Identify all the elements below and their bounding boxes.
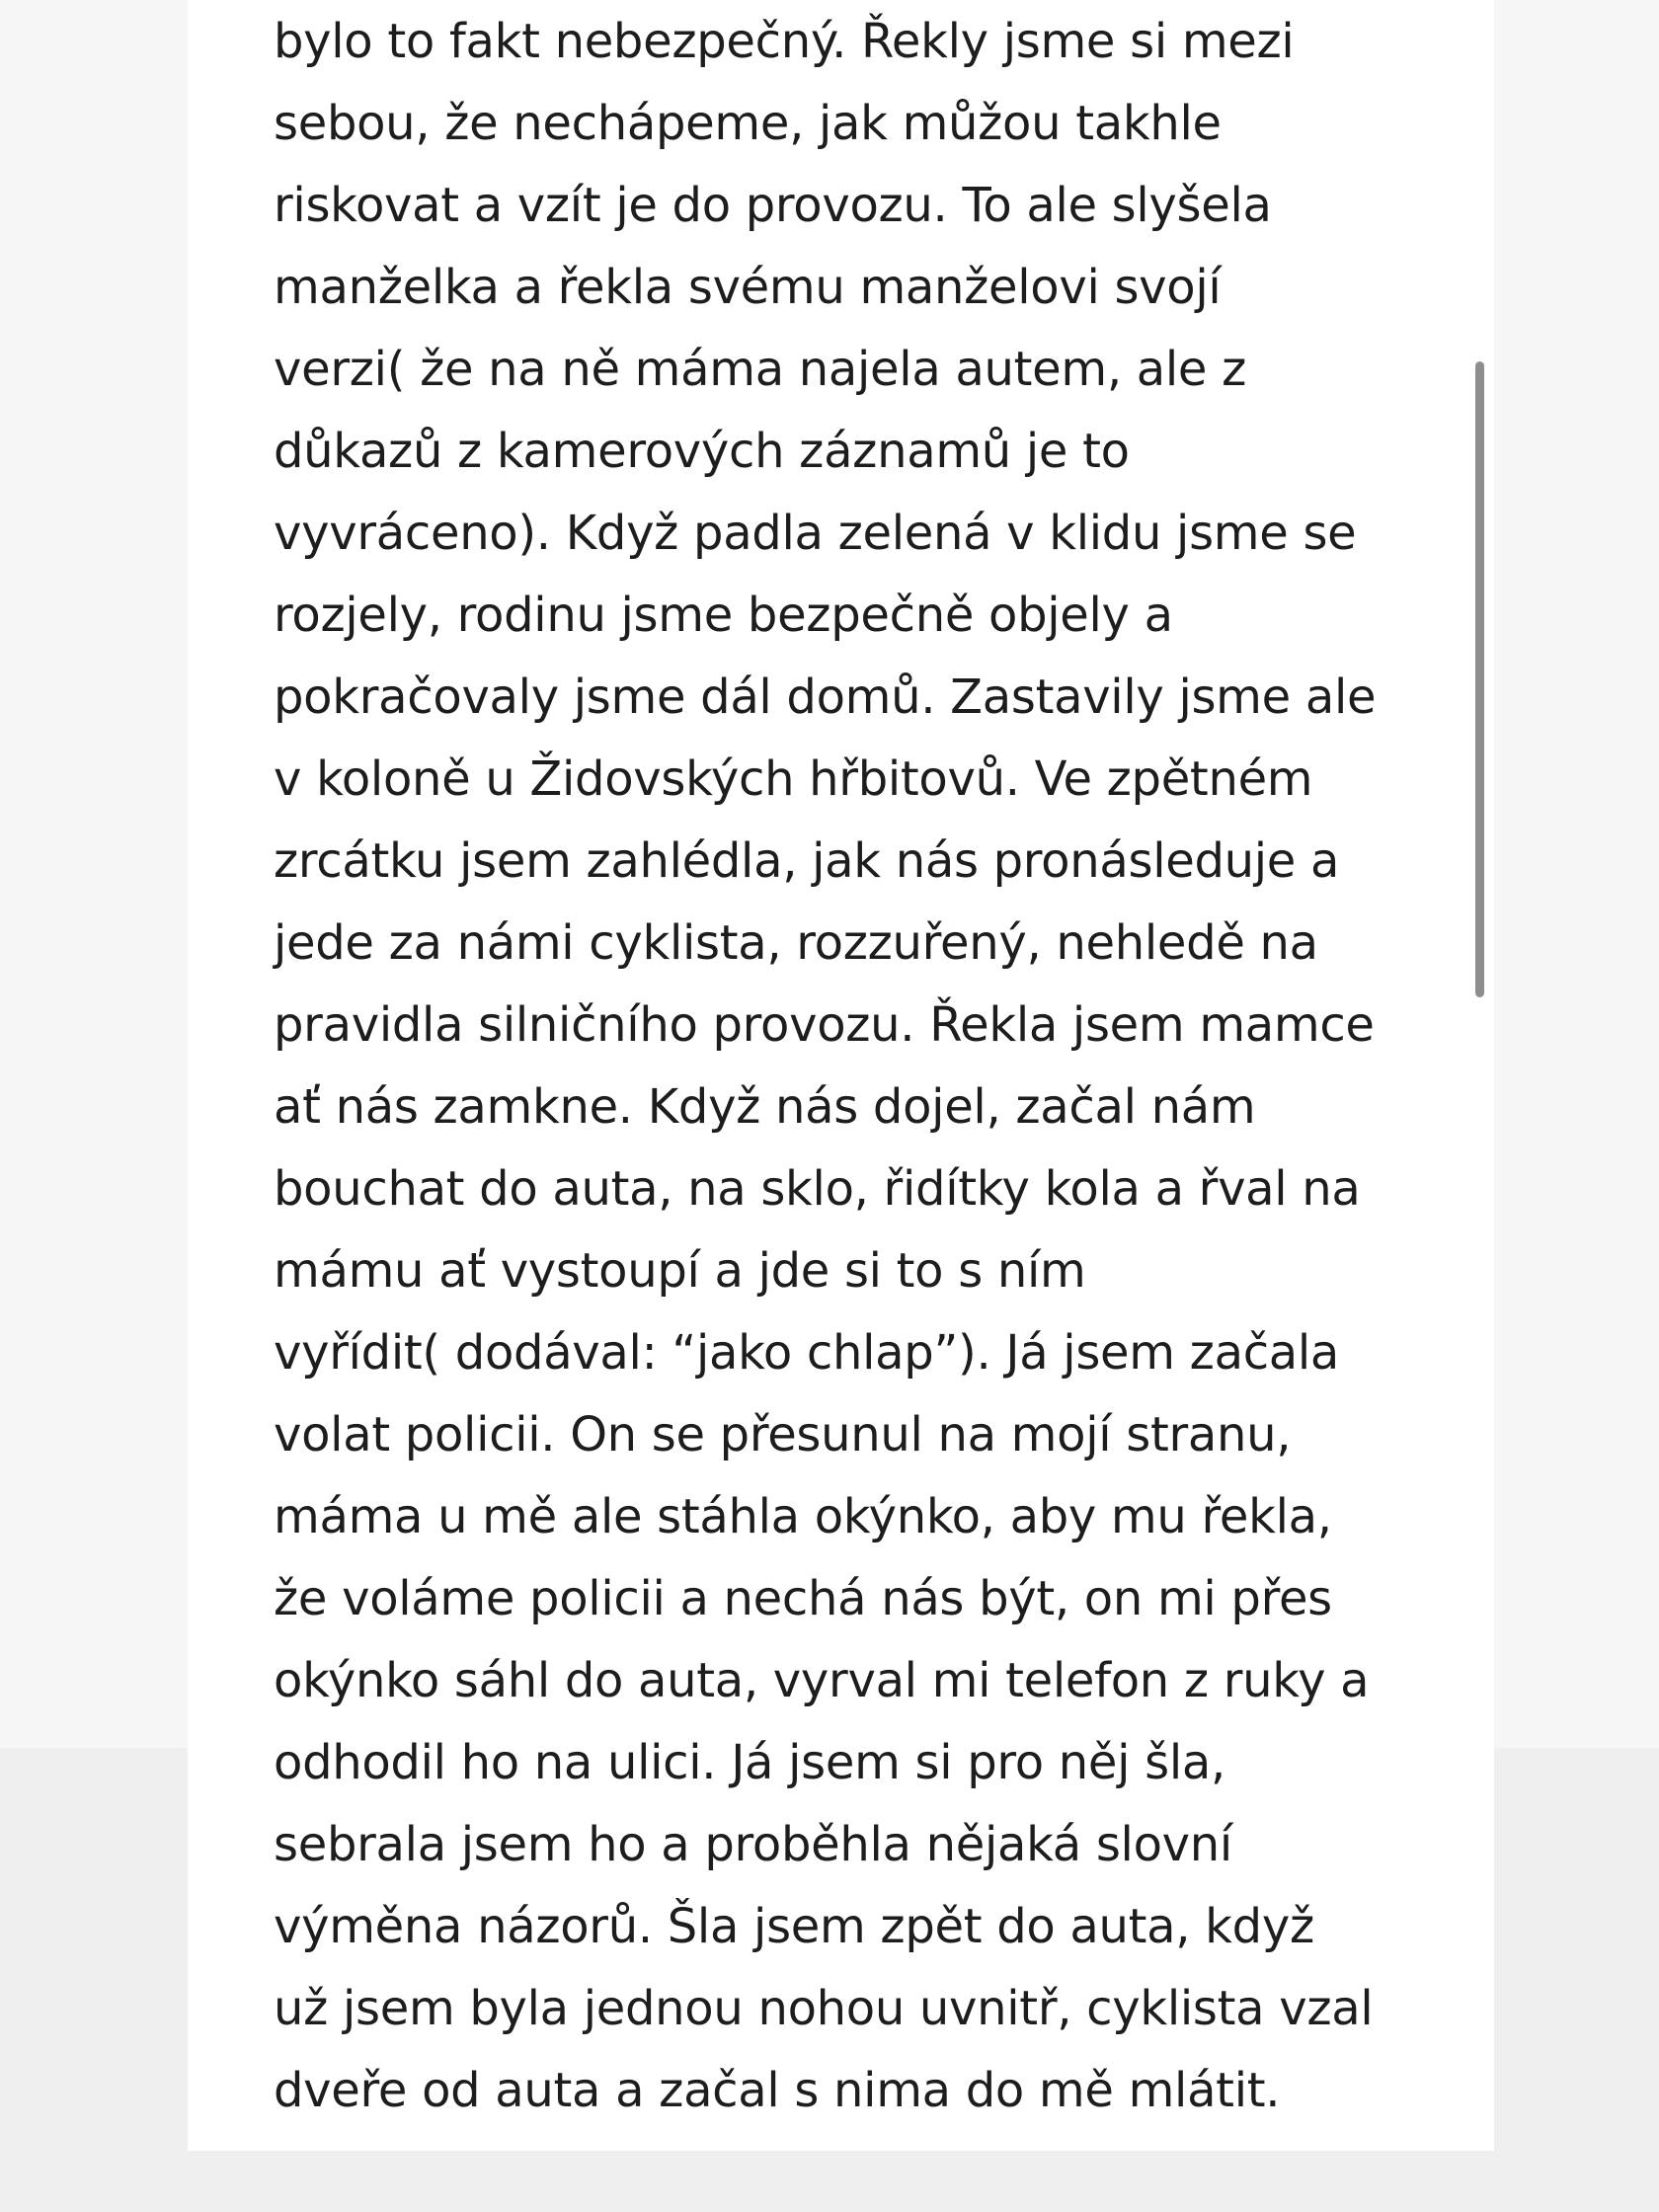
text-line: bylo to fakt nebezpečný. Řekly jsme si mezi <box>274 14 1295 69</box>
text-line: pokračovaly jsme dál domů. Zastavily jsme ale <box>274 670 1377 725</box>
text-line: ať nás zamkne. Když nás dojel, začal nám <box>274 1079 1256 1135</box>
text-line: zrcátku jsem zahlédla, jak nás pronásleduje a <box>274 833 1340 889</box>
text-line: vyvráceno). Když padla zelená v klidu jsme se <box>274 506 1357 561</box>
text-line: sebrala jsem ho a proběhla nějaká slovní <box>274 1817 1232 1872</box>
text-line: okýnko sáhl do auta, vyrval mi telefon z ruky a <box>274 1653 1370 1708</box>
text-line: odhodil ho na ulici. Já jsem si pro něj šla, <box>274 1735 1225 1790</box>
text-line: důkazů z kamerových záznamů je to <box>274 424 1130 479</box>
document-sheet[interactable] <box>188 0 1494 2151</box>
text-line: už jsem byla jednou nohou uvnitř, cyklista vzal <box>274 1981 1374 2036</box>
text-line: pravidla silničního provozu. Řekla jsem mamce <box>274 997 1375 1053</box>
text-line: mámu ať vystoupí a jde si to s ním <box>274 1243 1086 1299</box>
text-line: výměna názorů. Šla jsem zpět do auta, když <box>274 1899 1314 1954</box>
vertical-scrollbar-thumb[interactable] <box>1475 361 1484 997</box>
text-line: riskovat a vzít je do provozu. To ale slyšela <box>274 178 1272 233</box>
text-line: dveře od auta a začal s nima do mě mlátit. <box>274 2063 1281 2118</box>
text-line: v koloně u Židovských hřbitovů. Ve zpětném <box>274 751 1313 807</box>
text-line: volat policii. On se přesunul na mojí stranu, <box>274 1407 1292 1462</box>
text-line: sebou, že nechápeme, jak můžou takhle <box>274 96 1222 151</box>
text-line: máma u mě ale stáhla okýnko, aby mu řekla, <box>274 1489 1332 1544</box>
text-line: jede za námi cyklista, rozzuřený, nehledě na <box>274 915 1318 971</box>
text-line: bouchat do auta, na sklo, řidítky kola a řval na <box>274 1161 1361 1217</box>
text-line: vyřídit( dodával: “jako chlap”). Já jsem začala <box>274 1325 1340 1381</box>
text-line: že voláme policii a nechá nás být, on mi přes <box>274 1571 1332 1626</box>
text-line: manželka a řekla svému manželovi svojí <box>274 260 1222 315</box>
text-line: verzi( že na ně máma najela autem, ale z <box>274 342 1246 397</box>
text-line: rozjely, rodinu jsme bezpečně objely a <box>274 588 1173 643</box>
